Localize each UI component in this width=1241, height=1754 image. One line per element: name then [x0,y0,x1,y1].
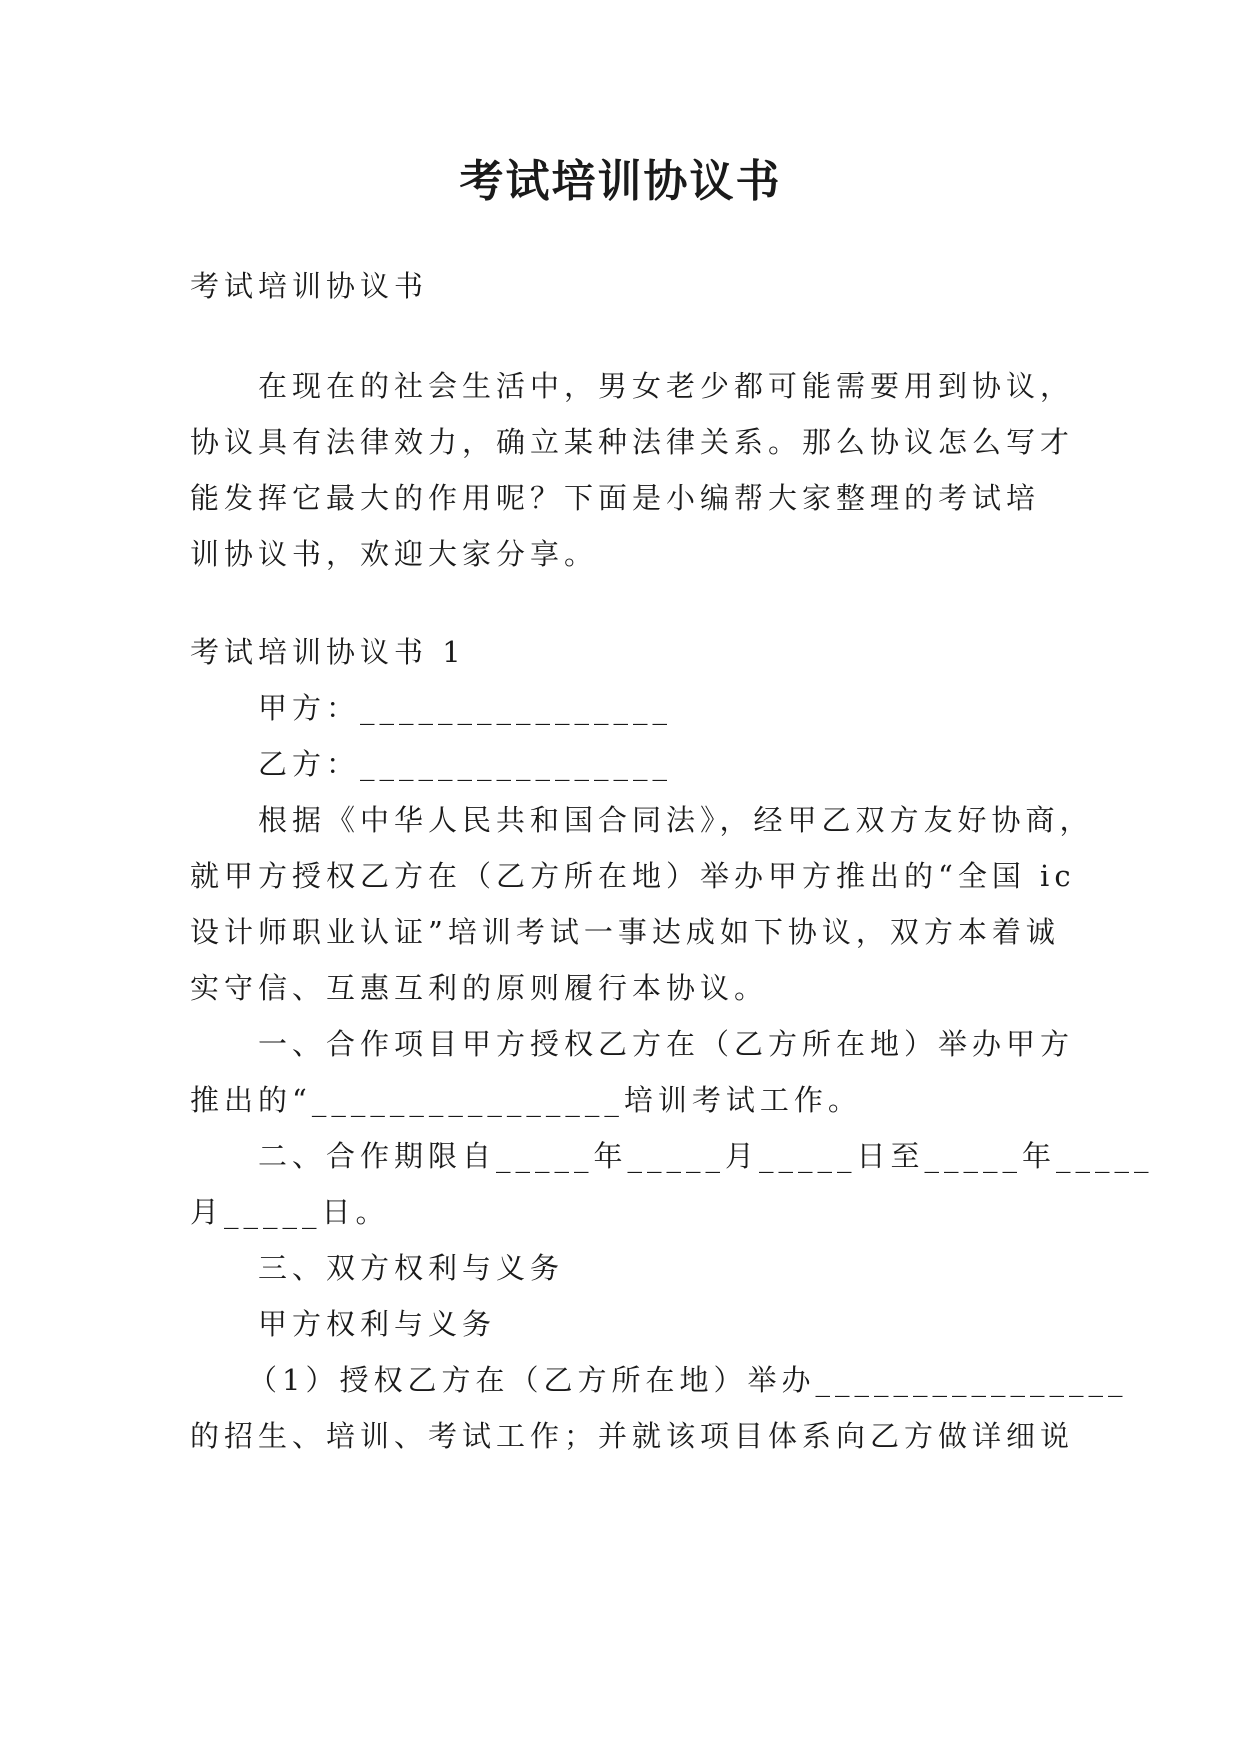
clause-3-heading: 三、双方权利与义务 [258,1251,565,1285]
intro-line: 协议具有法律效力，确立某种法律关系。那么协议怎么写才 [190,425,1075,459]
preamble-line: 根据《中华人民共和国合同法》，经甲乙双方友好协商， [258,803,1094,837]
intro-line: 能发挥它最大的作用呢？下面是小编帮大家整理的考试培 [190,481,1041,515]
clause-3-item-line: （1）授权乙方在（乙方所在地）举办________________ [248,1363,1128,1397]
clause-1-line: 推出的“________________培训考试工作。 [190,1083,862,1117]
document-subtitle: 考试培训协议书 [190,269,429,303]
section-heading: 考试培训协议书 1 [190,635,466,669]
clause-2-line: 月_____日。 [190,1195,390,1229]
preamble-line: 设计师职业认证”培训考试一事达成如下协议，双方本着诚 [190,915,1060,949]
clause-2-line: 二、合作期限自_____年_____月_____日至_____年_____ [258,1139,1154,1173]
intro-line: 训协议书，欢迎大家分享。 [190,537,599,571]
clause-1-line: 一、合作项目甲方授权乙方在（乙方所在地）举办甲方 [258,1027,1075,1061]
preamble-line: 实守信、互惠互利的原则履行本协议。 [190,971,769,1005]
preamble-line: 就甲方授权乙方在（乙方所在地）举办甲方推出的“全国 ic [190,859,1076,893]
document-title: 考试培训协议书 [459,156,782,207]
clause-3-subheading: 甲方权利与义务 [258,1307,497,1341]
intro-line: 在现在的社会生活中，男女老少都可能需要用到协议， [258,369,1075,403]
clause-3-item-line: 的招生、培训、考试工作；并就该项目体系向乙方做详细说 [190,1419,1075,1453]
party-a-line: 甲方：________________ [258,691,673,725]
party-b-line: 乙方：________________ [258,747,673,781]
